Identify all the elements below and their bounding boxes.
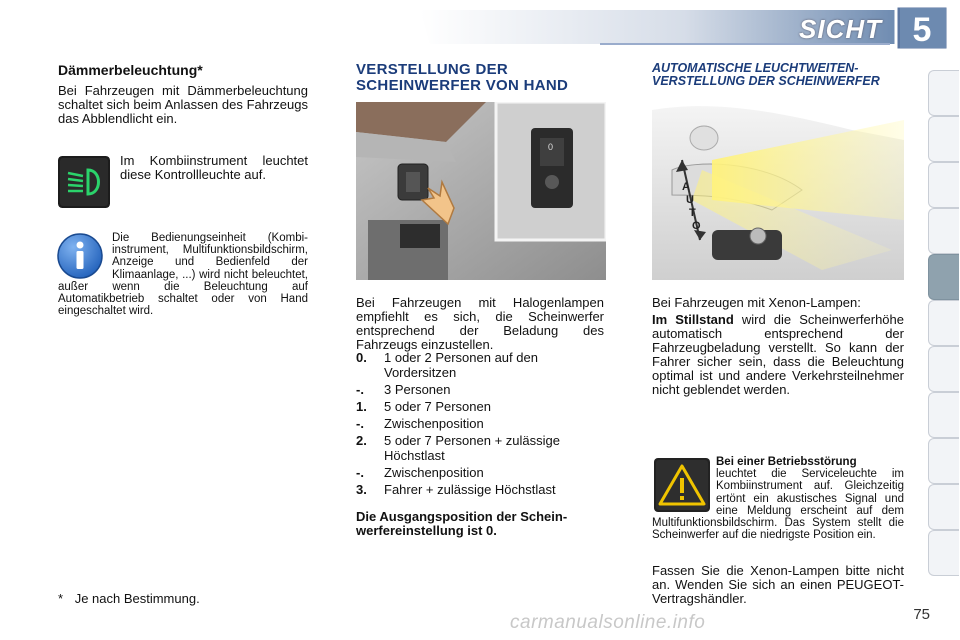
list-item-number: -. bbox=[356, 465, 364, 480]
auto-adjust-title bbox=[652, 62, 880, 88]
side-tab[interactable] bbox=[928, 208, 959, 254]
side-tabs bbox=[928, 70, 960, 570]
auto-letter: O bbox=[692, 220, 701, 232]
auto-letter: T bbox=[689, 207, 696, 219]
list-item-text: Fahrer + zulässige Höchstlast bbox=[384, 482, 556, 497]
list-item bbox=[356, 433, 606, 463]
svg-text:0: 0 bbox=[548, 142, 554, 152]
list-item-text: 5 oder 7 Personen + zulässige Höchstlast bbox=[384, 433, 560, 463]
list-item bbox=[356, 482, 606, 497]
side-tab[interactable] bbox=[928, 300, 959, 346]
list-item bbox=[356, 416, 606, 431]
xenon-advice: Fassen Sie die Xenon-Lampen bitte nicht an. Wenden Sie sich an einen PEUGEOT-Vertragshändler. bbox=[652, 563, 904, 606]
manual-adjust-title bbox=[356, 62, 568, 94]
list-item-number: 0. bbox=[356, 350, 367, 365]
list-item-number: 1. bbox=[356, 399, 367, 414]
list-item bbox=[356, 465, 606, 480]
chapter-number: 5 bbox=[912, 11, 932, 49]
side-tab[interactable] bbox=[928, 392, 959, 438]
list-item-text: 5 oder 7 Personen bbox=[384, 399, 491, 414]
standstill-text: wird die Scheinwerferhöhe automatisch entsprechend der Fahrzeugbeladung verstellt. So kann der Fahrer sicher sein, dass die Beleuchtung optimal ist und andere Verkehrsteilnehmer nicht geblendet werden. bbox=[652, 312, 904, 397]
lamp-text: Im Kombiinstrument leuchtet diese Kontrollleuchte auf. bbox=[120, 153, 308, 182]
list-item-text: 1 oder 2 Personen auf den Vordersitzen bbox=[384, 350, 538, 380]
auto-letter: U bbox=[686, 194, 694, 206]
manual-adjust-title-line1: VERSTELLUNG DER bbox=[356, 61, 509, 78]
side-tab[interactable] bbox=[928, 70, 959, 116]
side-tab-active[interactable] bbox=[928, 254, 959, 300]
footnote-mark: * bbox=[58, 591, 64, 606]
list-item-text: Zwischenposition bbox=[384, 465, 484, 480]
side-tab[interactable] bbox=[928, 346, 959, 392]
fault-text: leuchtet die Serviceleuchte im Kombiinstrument auf. Gleichzeitig ertönt ein akustisches Signal und eine Meldung erscheint auf dem Multifunktionsbildschirm. Das System stellt die Scheinwerfer auf die niedrigste Position ein. bbox=[652, 468, 904, 542]
left-intro: Bei Fahrzeugen mit Dämmerbeleuchtung schaltet sich beim Anlassen des Fahrzeugs das Abblendlicht ein. bbox=[58, 83, 308, 126]
list-item-text: 3 Personen bbox=[384, 382, 451, 397]
side-tab[interactable] bbox=[928, 116, 959, 162]
list-item bbox=[356, 382, 606, 397]
manual-adjust-title-line2: SCHEINWERFER VON HAND bbox=[356, 77, 569, 94]
manual-adjust-photo bbox=[356, 102, 606, 280]
footnote bbox=[58, 592, 200, 606]
side-tab[interactable] bbox=[928, 530, 959, 576]
list-item-number: 2. bbox=[356, 433, 367, 448]
side-tab[interactable] bbox=[928, 162, 959, 208]
chapter-title: SICHT bbox=[799, 14, 882, 44]
side-tab[interactable] bbox=[928, 438, 959, 484]
side-tab[interactable] bbox=[928, 484, 959, 530]
list-item-number: -. bbox=[356, 416, 364, 431]
watermark: carmanualsonline.info bbox=[510, 612, 706, 633]
fault-paragraph bbox=[652, 456, 904, 541]
load-position-list bbox=[356, 350, 606, 499]
fault-bold: Bei einer Betriebsstörung bbox=[716, 456, 857, 468]
footnote-text: Je nach Bestimmung. bbox=[74, 591, 200, 606]
initial-position-note: Die Ausgangsposition der Scheinwerfereinstellung ist 0. bbox=[356, 509, 568, 538]
info-text-body: Die Bedienungseinheit (Kombiinstrument, Multifunktionsbildschirm, Anzeige und Bedienfeld der Klimaanlage, ...) wird nicht beleuchtet, außer wenn die Beleuchtung auf Automatikbetrieb schaltet oder von Hand eingeschaltet wird. bbox=[58, 232, 308, 318]
list-item bbox=[356, 350, 606, 380]
list-item-number: -. bbox=[356, 382, 364, 397]
standstill-paragraph bbox=[652, 313, 904, 397]
page-number: 75 bbox=[913, 606, 930, 623]
auto-adjust-photo bbox=[652, 100, 904, 280]
list-item-text: Zwischenposition bbox=[384, 416, 484, 431]
auto-adjust-title-line2: VERSTELLUNG DER SCHEINWERFER bbox=[652, 74, 880, 88]
standstill-bold: Im Stillstand bbox=[652, 312, 734, 327]
xenon-intro: Bei Fahrzeugen mit Xenon-Lampen: bbox=[652, 295, 861, 310]
auto-adjust-title-line1: AUTOMATISCHE LEUCHTWEITEN- bbox=[652, 61, 859, 75]
list-item-number: 3. bbox=[356, 482, 367, 497]
left-section-title: Dämmerbeleuchtung* bbox=[58, 62, 203, 78]
info-text bbox=[58, 232, 308, 317]
list-item bbox=[356, 399, 606, 414]
auto-letter: A bbox=[682, 181, 690, 193]
manual-adjust-intro: Bei Fahrzeugen mit Halogenlampen empfiehlt es sich, die Scheinwerfer entsprechend der Beladung des Fahrzeugs einzustellen. bbox=[356, 295, 604, 352]
dipped-beam-lamp-icon bbox=[58, 156, 110, 208]
